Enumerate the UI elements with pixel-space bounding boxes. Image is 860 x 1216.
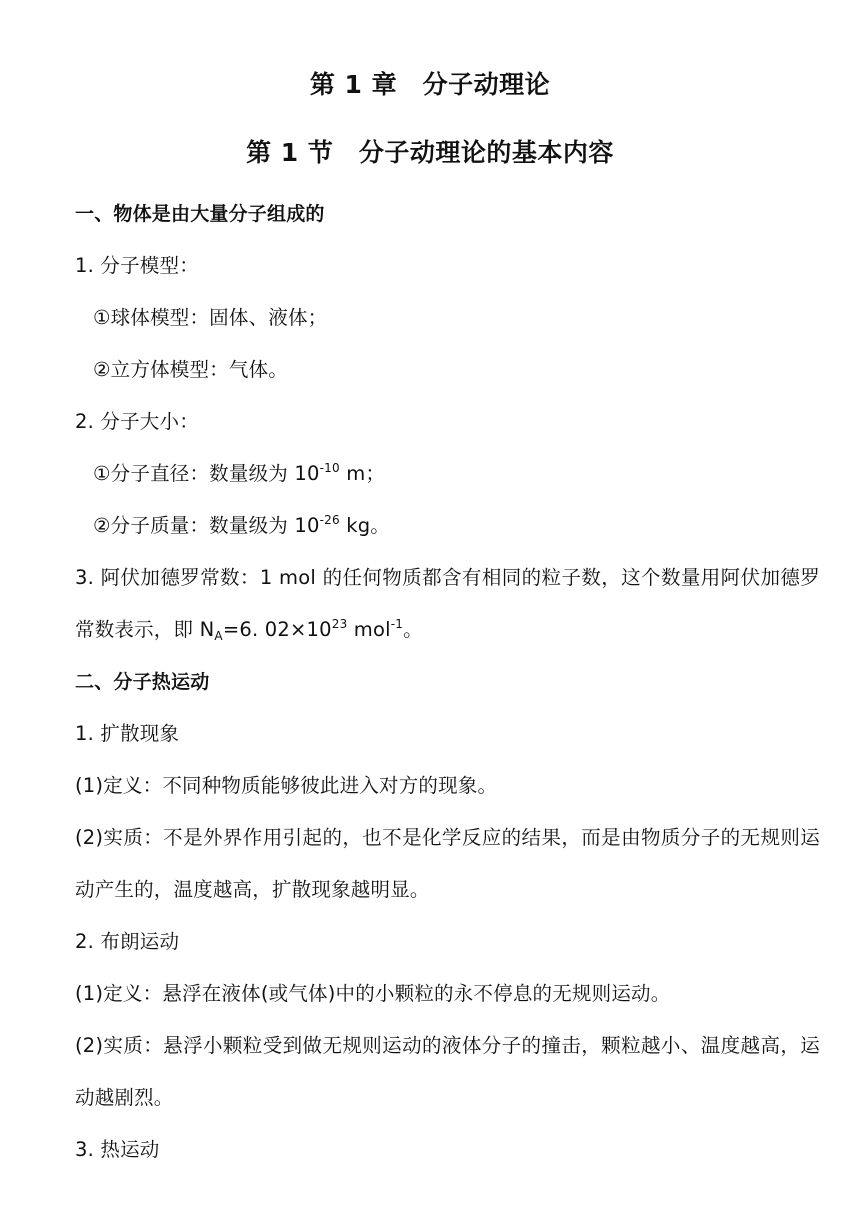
diameter-suffix: m； [339, 462, 386, 485]
section-title: 第 1 节 分子动理论的基本内容 [246, 138, 614, 167]
avogadro-unit: mol [347, 618, 391, 641]
mass-line [93, 512, 390, 540]
brownian-essence-line-2: 动越剧烈。 [75, 1086, 174, 1109]
chapter-title: 第 1 章 分子动理论 [309, 70, 551, 99]
avogadro-subscript: A [214, 629, 223, 643]
avogadro-exponent: 23 [331, 617, 348, 631]
mass-exponent: -26 [319, 513, 340, 527]
avogadro-prefix: 常数表示，即 N [75, 618, 215, 641]
part2-heading: 二、分子热运动 [75, 671, 210, 693]
diameter-exponent: -10 [319, 461, 340, 475]
avogadro-line-1: 3. 阿伏加德罗常数：1 mol 的任何物质都含有相同的粒子数，这个数量用阿伏加德罗 [75, 566, 820, 589]
model-sphere: ①球体模型：固体、液体； [93, 306, 328, 329]
mass-prefix: ②分子质量：数量级为 10 [93, 514, 320, 537]
brownian-title: 2. 布朗运动 [75, 930, 180, 953]
part1-heading: 一、物体是由大量分子组成的 [75, 203, 325, 225]
thermal-title: 3. 热运动 [75, 1138, 160, 1161]
avogadro-line-2 [75, 616, 423, 644]
size-title: 2. 分子大小： [75, 410, 199, 433]
mass-suffix: kg。 [339, 514, 390, 537]
diffusion-title: 1. 扩散现象 [75, 722, 180, 745]
diffusion-essence-line-2: 动产生的，温度越高，扩散现象越明显。 [75, 878, 430, 901]
brownian-essence-line-1: (2)实质：悬浮小颗粒受到做无规则运动的液体分子的撞击，颗粒越小、温度越高，运 [75, 1034, 820, 1057]
avogadro-value: =6. 02×10 [222, 618, 332, 641]
avogadro-unit-exponent: -1 [390, 617, 404, 631]
diameter-line [93, 460, 385, 488]
diffusion-definition: (1)定义：不同种物质能够彼此进入对方的现象。 [75, 774, 498, 797]
avogadro-end: 。 [403, 618, 423, 641]
model-title: 1. 分子模型： [75, 254, 199, 277]
model-cube: ②立方体模型：气体。 [93, 358, 288, 381]
diameter-prefix: ①分子直径：数量级为 10 [93, 462, 320, 485]
brownian-definition: (1)定义：悬浮在液体(或气体)中的小颗粒的永不停息的无规则运动。 [75, 982, 671, 1005]
diffusion-essence-line-1: (2)实质：不是外界作用引起的，也不是化学反应的结果，而是由物质分子的无规则运 [75, 826, 820, 849]
